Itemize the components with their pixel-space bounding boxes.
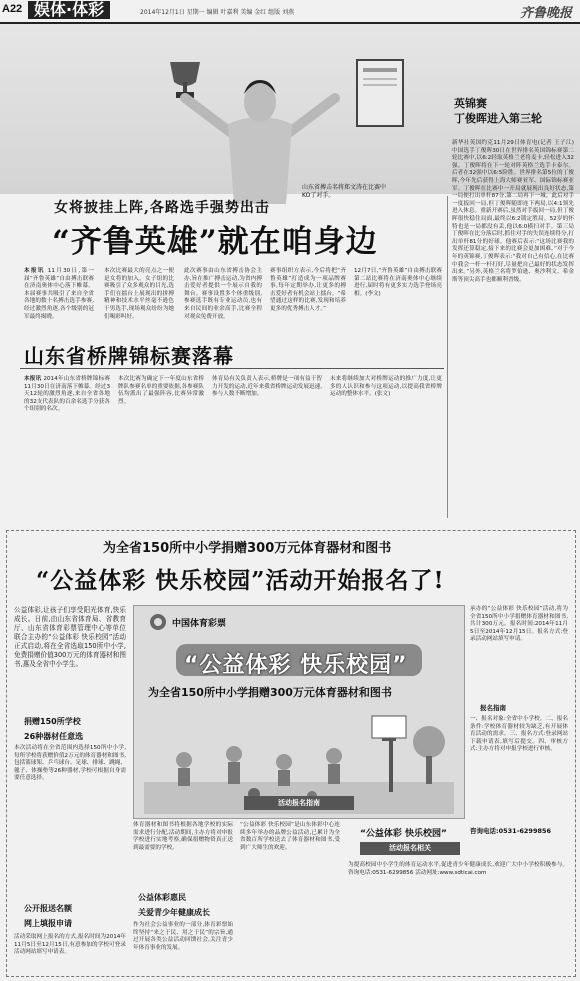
poster-tag: 活动报名指南 [244,796,354,810]
story-col-5: 12月7日,“齐鲁英雄”自由搏击联赛第二站比赛将在济南奥体中心继续进行,届时将有更多实力选手登场亮相。(李文) [354,268,442,297]
promo-mid-sec-line: 关爱青少年健康成长 [138,908,210,917]
sidebar-body: 新华社英国约克11月29日体育电(记者 王子江) 中国选手丁俊晖30日在世界排名英国锦标赛第二轮比赛中,以6:2轻取英格兰老将麦卡,轻松进入32强。丁俊晖将在下一轮对阵英格兰选手卡泰尔。后者在32强中以6:5险胜。世界排名第5位的丁俊晖,今年先后获得上海大师赛亚军、国际锦标赛亚军。丁俊晖在比赛中一开局就展现出良好状态,第一局便打出单杆87分,第二局再下一城。此后对手一度扳回一局,但丁俊晖随即连下两局,以4:1领先进入休息。重新开赛后,虽然对手扳回一局,但丁俊晖很快稳住局面,最终以6:2锁定胜局。52岁的怀特也是一局都没有丢,他以6:0横扫对手。第三局丁俊晖在比分落后时,抓住对手的失误连续得分,打出单杆81分的好球。他赛后表示:“这场比赛我的发挥还算稳定,接下来的比赛会更加困难。”对于今年的英锦赛,丁俊晖表示:“我对自己有信心,在比赛中我会一杆一杆打好,尽量把自己最好的状态发挥出来。”另外,英格兰名将罗伯逊、奥沙利文、希金斯等顶尖高手也都顺利晋级。 [452,140,574,283]
promo-mid-body-3: “公益体彩 快乐校园”是山东体彩中心连续多年举办的品牌公益活动,已累计为全省数百所学校送去了体育器材和图书,受到广大师生的欢迎。 [240,822,340,851]
section-title: 娱体·体彩 [28,1,110,19]
divider [20,368,444,369]
promo-slogan: “公益体彩 快乐校园” [360,829,447,839]
promo-sec2-body: 活动采取网上报名的方式,报名时间为2014年11月5日至12月15日,有意参加的学校可登录活动网站填写申请表。 [14,934,126,956]
promo-intro: 公益体彩,让孩子们享受阳光体育,快乐成长。日前,由山东省体育局、省教育厅、山东省体育彩票管理中心等单位联合主办的“公益体彩 快乐校园”活动正式启动,将在全省选取150所中小学,免费捐赠价值300万元的体育器材和图书,惠及全省中小学生。 [14,606,126,668]
promo-mid-body-2: 作为社会公益事业的一部分,体育彩票始终坚持“来之于民、用之于民”的宗旨,通过开展各类公益活动回馈社会,关注青少年体育事业的发展。 [133,922,233,951]
promo-right-body-2: 一、报名对象:全省中小学校。二、报名条件:学校体育器材较为缺乏,有开展体育活动的需求。三、报名方式:登录网站下载申请表,填写后提交。四、审核方式:主办方将对申报学校进行审核。 [470,716,568,753]
story-col-1: 本报讯 11月30日,第一届“齐鲁英雄”自由搏击联赛在济南奥体中心落下帷幕。本届赛事共吸引了来自全省各地的数十名搏击选手参赛,经过激烈角逐,各个级别的冠军最终揭晓。 [24,268,95,320]
promo-phone: 咨询电话:0531-6299856 [470,827,552,835]
fighter-figure [160,54,360,204]
promo-sec1-title: 捐赠150所学校 [24,717,81,726]
column-divider [447,196,448,518]
children-icon [176,746,342,786]
bridge-col-2: 本次比赛为确定下一年度山东省桥牌队参赛名单的重要依据,各参赛队伍均派出了最强阵容,比赛异常激烈。 [118,376,204,405]
promo-sec1-body: 本次活动将在全省范围内选择150所中小学,每所学校将获赠价值2万元的体育器材和图书,包括篮球架、乒乓球台、足球、排球、跳绳、毽子、体操垫等26种器材,学校可根据自身需要任意选择。 [14,745,126,782]
newspaper-logo: 齐鲁晚报 [519,6,572,21]
promo-mid-body-1: 体育器材和图书将根据各地学校的实际需求进行分配,活动期间,主办方将对申报学校进行实地考察,确保捐赠物资真正送到最需要的学校。 [133,822,233,851]
promo-sec2-title: 公开报送名额 [24,904,72,913]
promo-mid-sec-title: 公益体彩惠民 [138,893,186,902]
lottery-logo-icon [148,612,168,632]
masthead [0,0,580,24]
bridge-col-4: 未来将继续加大对桥牌运动的推广力度,让更多的人认识和参与这项运动,以提高我省桥牌运动的整体水平。(张文) [330,376,442,398]
promo-sec2-line: 网上填报申请 [24,919,72,928]
promo-sec1-line: 26种器材任意选 [24,732,84,741]
basketball-hoop-icon [372,716,406,792]
bridge-headline: 山东省桥牌锦标赛落幕 [24,344,234,368]
promo-right-body-3: 为提高校园中小学生的体育运动水平,促进青少年健康成长,欢迎广大中小学校积极参与。咨询电话:0531-6299856 活动网址:www.sdticai.com [348,862,568,876]
promo-right-body-1: 承办的“公益体彩 快乐校园”活动,将为全省150所中小学捐赠体育器材和图书,共计300万元。报名时间:2014年11月5日至2014年12月15日。报名方式:登录活动网站填写申请。 [470,606,568,643]
bridge-col-1: 本报讯 2014年山东省桥牌锦标赛11月30日在济南落下帷幕。经过3天12轮的激烈角逐,来自全省各地的32支代表队的百余名选手分获各个组别的名次。 [24,376,110,413]
page-meta: 2014年12月1日 星期一 编辑 叶嘉利 美编 金红 组版 刘燕 [140,9,295,16]
story-col-3: 此次赛事由山东省搏击协会主办,旨在推广搏击运动,为省内搏击爱好者提供一个展示自我的舞台。赛事设置多个体重级别,参赛选手既有专业运动员,也有来自民间的业余高手,比赛全程对观众免费开放。 [184,268,262,320]
promo-subhead: 为全省150所中小学捐赠300万元体育器材和图书 [103,541,392,556]
promo-headline: “公益体彩 快乐校园”活动开始报名了! [36,567,445,594]
promo-poster [133,605,465,819]
story-kicker: 女将披挂上阵,各路选手强势出击 [54,200,270,216]
sidebar-headline: 英锦赛 丁俊晖进入第三轮 [454,97,542,125]
story-headline: “齐鲁英雄”就在咱身边 [52,224,378,260]
promo-right-sec-title: 报名指南 [480,704,506,712]
reporter-tag: 本报讯 [24,268,45,274]
trophy-icon [170,62,200,98]
poster-brand: 中国体育彩票 [172,619,227,629]
bridge-col-3: 体育局有关负责人表示,桥牌是一项有益于智力开发的运动,近年来我省桥牌运动发展迅速,参与人数不断增加。 [212,376,322,398]
poster-subtitle: 为全省150所中小学捐赠300万元体育器材和图书 [148,686,392,699]
story-col-2: 本次比赛最大的亮点之一便是女将的加入。女子组的比赛吸引了众多观众的目光,选手们在擂台上展现出的拼搏精神和技术水平丝毫不逊色于男选手,现场观众纷纷为她们喝彩叫好。 [104,268,174,320]
page-number: A22 [2,3,23,15]
tree-icon [413,726,445,784]
poster-title: “公益体彩 快乐校园” [184,653,408,678]
photo-caption: 山东省搏击名将郑文涛在比赛中KO了对手。 [302,184,387,199]
book-prop [355,58,405,128]
story-col-4: 赛事组织方表示,今后将把“齐鲁英雄”打造成为一项品牌赛事,每年定期举办,让更多的搏击爱好者有机会站上擂台。“希望通过这样的比赛,发现和培养更多的优秀搏击人才。” [270,268,346,312]
promo-banner: 活动报名相关 [360,842,460,855]
